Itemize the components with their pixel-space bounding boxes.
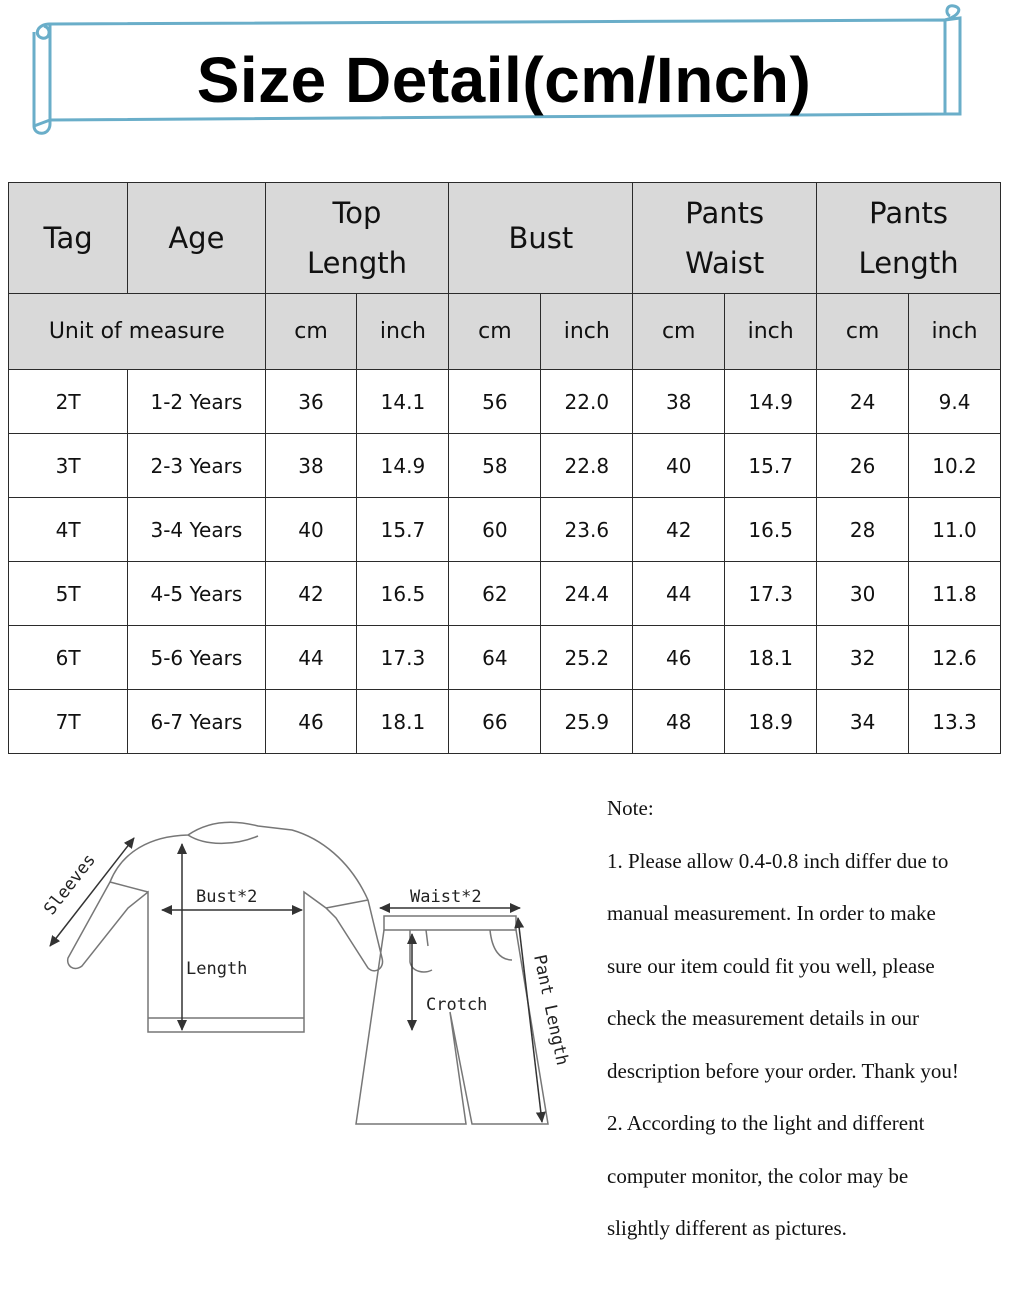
table-cell: 4-5 Years (128, 562, 265, 626)
table-cell: 1-2 Years (128, 370, 265, 434)
header-tag: Tag (9, 183, 128, 294)
bust-label: Bust*2 (196, 887, 258, 907)
crotch-label: Crotch (426, 995, 488, 1015)
sleeves-label: Sleeves (40, 850, 101, 920)
note-line: manual measurement. In order to make (607, 901, 936, 925)
table-cell: 34 (817, 690, 909, 754)
note-line: slightly different as pictures. (607, 1216, 847, 1240)
notes-section (607, 782, 1007, 1255)
table-cell: 15.7 (357, 498, 449, 562)
table-cell: 4T (9, 498, 128, 562)
table-cell: 32 (817, 626, 909, 690)
table-cell: 48 (633, 690, 725, 754)
table-cell: 44 (633, 562, 725, 626)
page-title: Size Detail(cm/Inch) (196, 44, 812, 116)
table-cell: 18.1 (357, 690, 449, 754)
notes-heading: Note: (607, 796, 654, 820)
table-cell: 28 (817, 498, 909, 562)
table-cell: 13.3 (909, 690, 1001, 754)
table-cell: 26 (817, 434, 909, 498)
table-cell: 40 (265, 498, 357, 562)
unit-cell: cm (633, 294, 725, 370)
table-cell: 9.4 (909, 370, 1001, 434)
table-cell: 25.9 (541, 690, 633, 754)
waist-label: Waist*2 (410, 887, 482, 907)
table-cell: 11.8 (909, 562, 1001, 626)
table-row (9, 690, 1001, 754)
table-cell: 23.6 (541, 498, 633, 562)
table-cell: 64 (449, 626, 541, 690)
table-row (9, 626, 1001, 690)
table-cell: 24.4 (541, 562, 633, 626)
note-line: 1. Please allow 0.4-0.8 inch differ due to (607, 848, 949, 873)
unit-of-measure-label: Unit of measure (9, 294, 266, 370)
size-table (8, 182, 1001, 754)
table-cell: 42 (633, 498, 725, 562)
unit-cell: cm (265, 294, 357, 370)
table-cell: 16.5 (725, 498, 817, 562)
note-line: sure our item could fit you well, please (607, 953, 935, 978)
table-row (9, 498, 1001, 562)
table-header-row (9, 183, 1001, 294)
table-cell: 10.2 (909, 434, 1001, 498)
table-cell: 5-6 Years (128, 626, 265, 690)
table-cell: 38 (265, 434, 357, 498)
note-line: check the measurement details in our (607, 1006, 919, 1030)
header-pants-waist: Pants Waist (633, 183, 817, 294)
table-cell: 2-3 Years (128, 434, 265, 498)
table-cell: 7T (9, 690, 128, 754)
header-top-length: Top Length (265, 183, 449, 294)
measurement-diagram (30, 790, 590, 1140)
unit-cell: cm (449, 294, 541, 370)
table-cell: 36 (265, 370, 357, 434)
note-line: computer monitor, the color may be (607, 1163, 909, 1188)
table-cell: 46 (265, 690, 357, 754)
table-cell: 14.9 (725, 370, 817, 434)
table-cell: 58 (449, 434, 541, 498)
pant-length-label: Pant Length (529, 952, 573, 1068)
note-line: description before your order. Thank you! (607, 1058, 959, 1083)
table-cell: 66 (449, 690, 541, 754)
table-cell: 60 (449, 498, 541, 562)
table-cell: 14.9 (357, 434, 449, 498)
table-cell: 22.8 (541, 434, 633, 498)
table-cell: 62 (449, 562, 541, 626)
header-bust: Bust (449, 183, 633, 294)
table-cell: 3-4 Years (128, 498, 265, 562)
table-cell: 24 (817, 370, 909, 434)
pants-outline-icon (356, 916, 548, 1124)
table-cell: 12.6 (909, 626, 1001, 690)
table-cell: 42 (265, 562, 357, 626)
table-row (9, 562, 1001, 626)
garment-diagram-icon (30, 790, 590, 1140)
table-cell: 46 (633, 626, 725, 690)
table-cell: 5T (9, 562, 128, 626)
unit-cell: inch (909, 294, 1001, 370)
table-cell: 44 (265, 626, 357, 690)
table-cell: 18.1 (725, 626, 817, 690)
unit-cell: inch (725, 294, 817, 370)
table-cell: 6-7 Years (128, 690, 265, 754)
table-cell: 17.3 (357, 626, 449, 690)
table-cell: 18.9 (725, 690, 817, 754)
header-pants-length: Pants Length (817, 183, 1001, 294)
unit-row (9, 294, 1001, 370)
table-row (9, 434, 1001, 498)
unit-cell: inch (357, 294, 449, 370)
table-cell: 6T (9, 626, 128, 690)
title-banner (30, 4, 978, 140)
unit-cell: inch (541, 294, 633, 370)
table-cell: 56 (449, 370, 541, 434)
table-cell: 11.0 (909, 498, 1001, 562)
table-cell: 17.3 (725, 562, 817, 626)
table-cell: 30 (817, 562, 909, 626)
unit-cell: cm (817, 294, 909, 370)
table-cell: 22.0 (541, 370, 633, 434)
table-row (9, 370, 1001, 434)
shirt-outline-icon (68, 822, 383, 1032)
table-cell: 3T (9, 434, 128, 498)
header-age: Age (128, 183, 265, 294)
table-cell: 15.7 (725, 434, 817, 498)
table-cell: 38 (633, 370, 725, 434)
table-cell: 2T (9, 370, 128, 434)
note-line: 2. According to the light and different (607, 1111, 925, 1135)
table-cell: 40 (633, 434, 725, 498)
table-cell: 14.1 (357, 370, 449, 434)
table-cell: 25.2 (541, 626, 633, 690)
table-cell: 16.5 (357, 562, 449, 626)
length-label: Length (186, 959, 248, 979)
